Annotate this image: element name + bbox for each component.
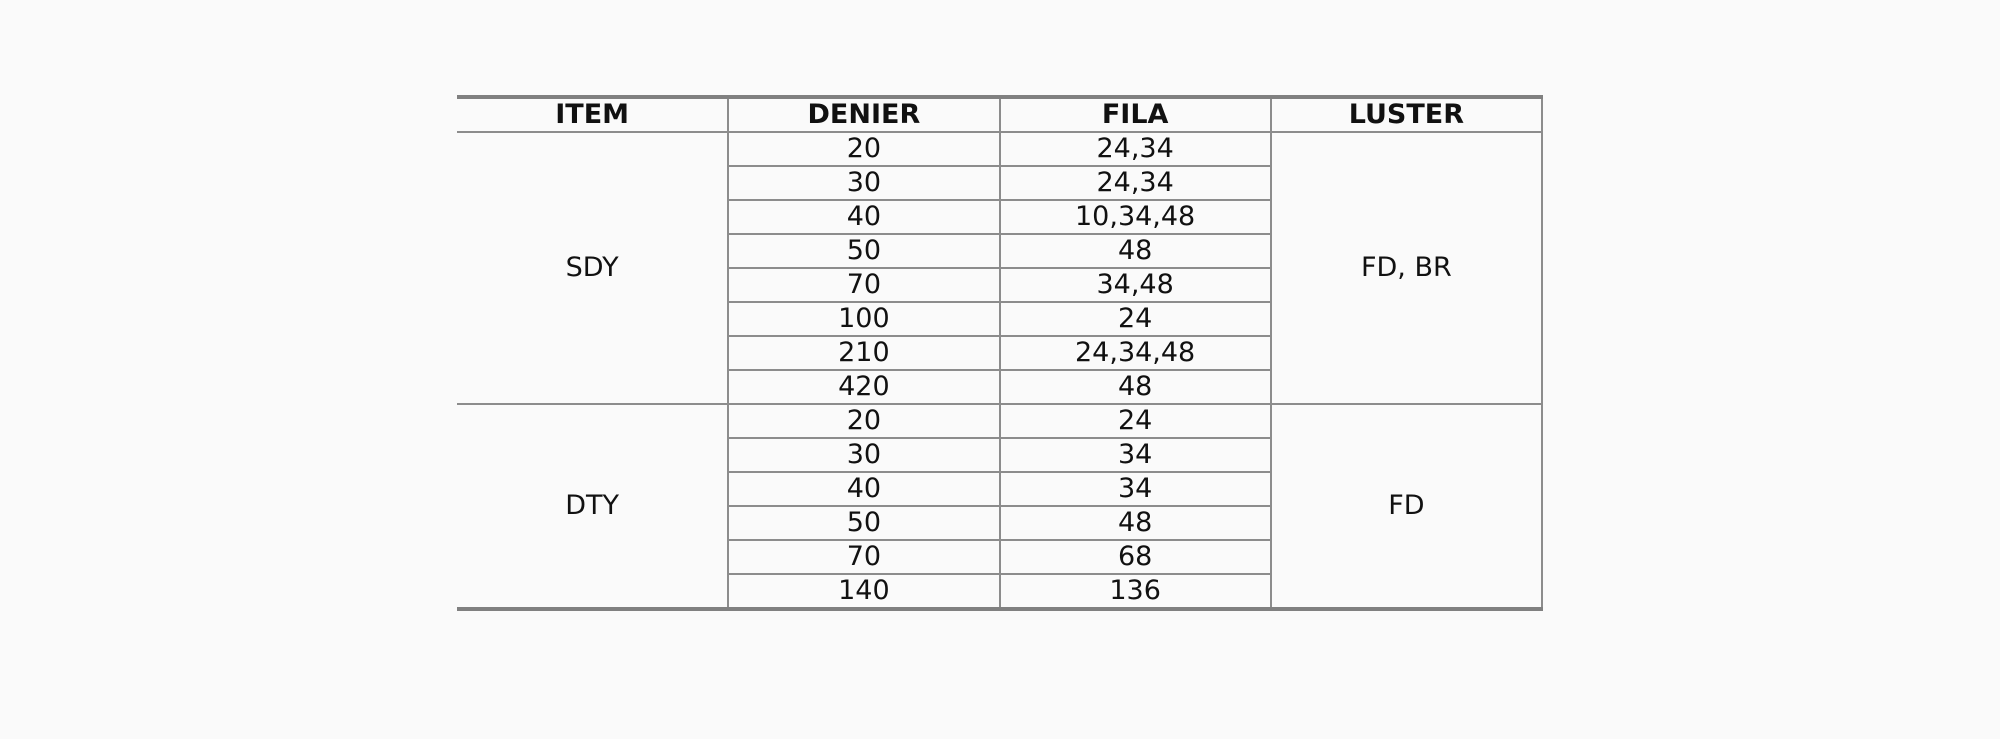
fila-cell: 34	[1000, 472, 1271, 506]
table-header	[457, 97, 1542, 132]
fila-cell: 10,34,48	[1000, 200, 1271, 234]
fila-cell: 48	[1000, 506, 1271, 540]
denier-cell: 420	[728, 370, 999, 404]
table-row	[457, 404, 1542, 438]
fila-cell: 24	[1000, 302, 1271, 336]
table-row	[457, 132, 1542, 166]
denier-cell: 40	[728, 200, 999, 234]
denier-cell: 70	[728, 540, 999, 574]
fila-cell: 24,34	[1000, 166, 1271, 200]
denier-cell: 50	[728, 506, 999, 540]
denier-cell: 20	[728, 132, 999, 166]
denier-cell: 20	[728, 404, 999, 438]
fila-cell: 68	[1000, 540, 1271, 574]
fila-cell: 24	[1000, 404, 1271, 438]
header-item: ITEM	[457, 97, 728, 132]
denier-cell: 100	[728, 302, 999, 336]
spec-table	[457, 95, 1543, 611]
denier-cell: 30	[728, 438, 999, 472]
fila-cell: 34,48	[1000, 268, 1271, 302]
fila-cell: 24,34	[1000, 132, 1271, 166]
fila-cell: 48	[1000, 234, 1271, 268]
denier-cell: 140	[728, 574, 999, 609]
denier-cell: 40	[728, 472, 999, 506]
fila-cell: 34	[1000, 438, 1271, 472]
header-luster: LUSTER	[1271, 97, 1542, 132]
group-sdy	[457, 132, 1542, 404]
item-cell: SDY	[457, 132, 728, 404]
group-dty	[457, 404, 1542, 609]
item-cell: DTY	[457, 404, 728, 609]
denier-cell: 210	[728, 336, 999, 370]
fila-cell: 136	[1000, 574, 1271, 609]
header-row	[457, 97, 1542, 132]
denier-cell: 50	[728, 234, 999, 268]
fila-cell: 48	[1000, 370, 1271, 404]
denier-cell: 30	[728, 166, 999, 200]
header-denier: DENIER	[728, 97, 999, 132]
header-fila: FILA	[1000, 97, 1271, 132]
luster-cell: FD	[1271, 404, 1542, 609]
denier-cell: 70	[728, 268, 999, 302]
luster-cell: FD, BR	[1271, 132, 1542, 404]
fila-cell: 24,34,48	[1000, 336, 1271, 370]
